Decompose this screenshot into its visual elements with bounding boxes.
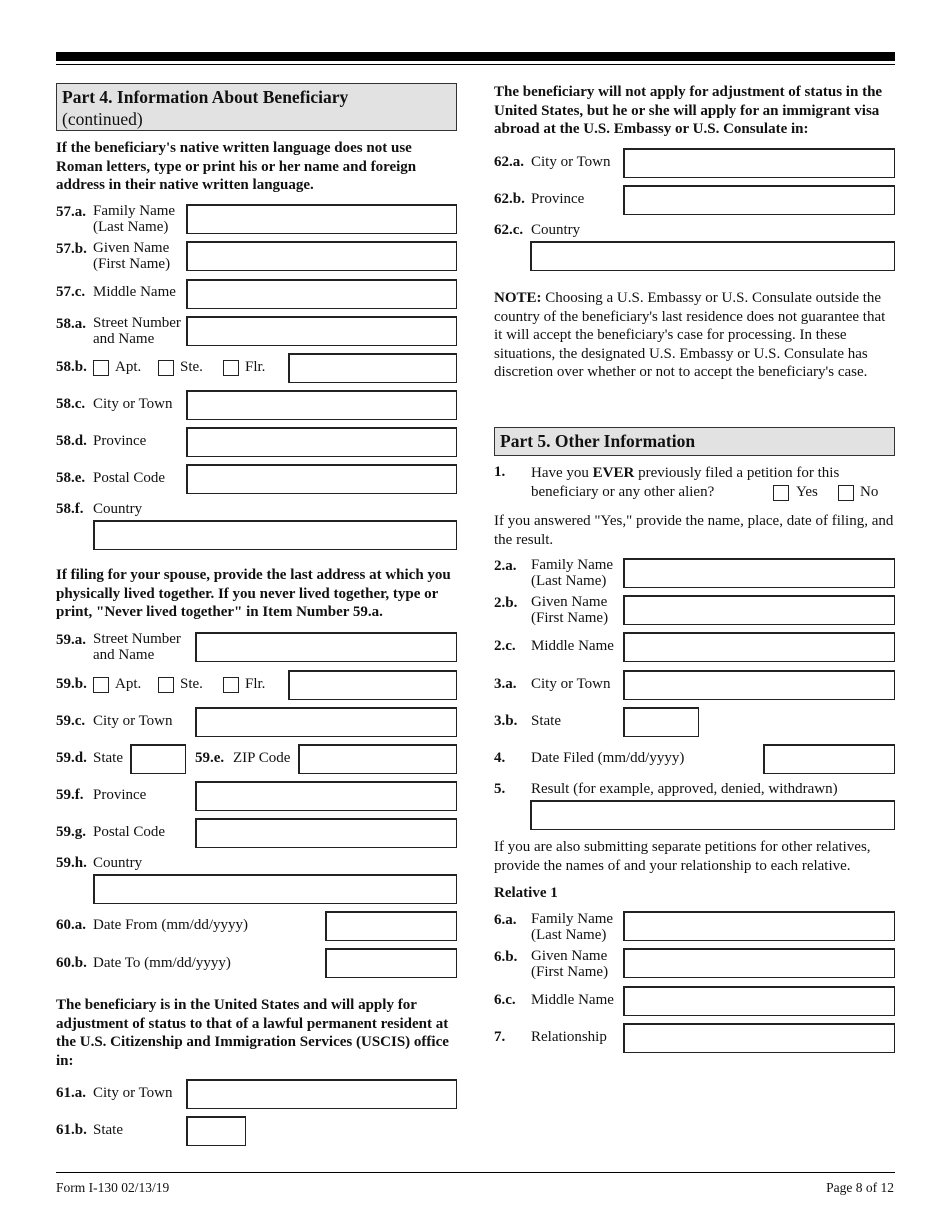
item-62c-label: Country — [531, 222, 581, 238]
family-name-field[interactable] — [186, 204, 457, 234]
item-58f-number: 58.f. — [56, 501, 84, 517]
relative-1-heading: Relative 1 — [494, 885, 558, 901]
country-field-59h[interactable] — [93, 874, 457, 904]
middle-name-field[interactable] — [186, 279, 457, 309]
flr-checkbox-59b[interactable] — [223, 677, 239, 693]
item-57c-number: 57.c. — [56, 284, 86, 300]
given-name-field[interactable] — [186, 241, 457, 271]
item-60a-number: 60.a. — [56, 917, 86, 933]
question-1-text: Have you EVER previously filed a petition for this beneficiary or any other alien? — [531, 465, 840, 500]
item-6a-label: Family Name (Last Name) — [531, 911, 614, 943]
postal-code-field-58e[interactable] — [186, 464, 457, 494]
item-5-number: 5. — [494, 781, 506, 797]
item-2c-label: Middle Name — [531, 638, 614, 654]
item-3a-label: City or Town — [531, 676, 611, 692]
no-checkbox[interactable] — [838, 485, 854, 501]
petition-state-field[interactable] — [623, 707, 699, 737]
item-7-number: 7. — [494, 1029, 506, 1045]
item-59a-label: Street Number and Name — [93, 631, 181, 663]
item-57b-label: Given Name (First Name) — [93, 240, 171, 272]
street-field-59a[interactable] — [195, 632, 457, 662]
spouse-address-instructions: If filing for your spouse, provide the last address at which you physically lived together. If you never lived together, type or print, "Never lived together" in Item Number 59.a. — [56, 567, 451, 620]
item-59g-number: 59.g. — [56, 824, 86, 840]
province-field-62b[interactable] — [623, 185, 895, 215]
item-58a-label: Street Number and Name — [93, 315, 181, 347]
top-rule-thin — [56, 64, 895, 65]
city-field-62a[interactable] — [623, 148, 895, 178]
yes-label: Yes — [796, 484, 818, 500]
ste-checkbox-59b[interactable] — [158, 677, 174, 693]
item-58d-number: 58.d. — [56, 433, 87, 449]
item-58e-label: Postal Code — [93, 470, 166, 486]
item-3b-number: 3.b. — [494, 713, 518, 729]
flr-label-59b: Flr. — [245, 676, 266, 692]
item-6b-number: 6.b. — [494, 949, 518, 965]
state-field-61b[interactable] — [186, 1116, 246, 1146]
country-field-62c[interactable] — [530, 241, 895, 271]
part5-header — [494, 427, 895, 456]
item-58a-number: 58.a. — [56, 316, 86, 332]
item-58f-label: Country — [93, 501, 143, 517]
unit-number-field-59b[interactable] — [288, 670, 457, 700]
result-field[interactable] — [530, 800, 895, 830]
item-62b-label: Province — [531, 191, 585, 207]
item-2c-number: 2.c. — [494, 638, 516, 654]
part5-title: Part 5. Other Information — [500, 431, 696, 451]
item-6c-label: Middle Name — [531, 992, 614, 1008]
item-58c-label: City or Town — [93, 396, 173, 412]
petition-city-field[interactable] — [623, 670, 895, 700]
date-to-field-60b[interactable] — [325, 948, 457, 978]
flr-checkbox-58b[interactable] — [223, 360, 239, 376]
relative-middle-name-field[interactable] — [623, 986, 895, 1016]
zip-code-field-59e[interactable] — [298, 744, 457, 774]
apt-checkbox-59b[interactable] — [93, 677, 109, 693]
state-field-59d[interactable] — [130, 744, 186, 774]
item-3a-number: 3.a. — [494, 676, 517, 692]
petition-middle-name-field[interactable] — [623, 632, 895, 662]
apt-label-58b: Apt. — [115, 359, 142, 375]
item-59f-number: 59.f. — [56, 787, 84, 803]
item-58e-number: 58.e. — [56, 470, 86, 486]
relative-family-name-field[interactable] — [623, 911, 895, 941]
no-label: No — [860, 484, 879, 500]
native-language-instructions: If the beneficiary's native written language does not use Roman letters, type or print his or her name and foreign address in their native written language. — [56, 140, 417, 193]
apt-label-59b: Apt. — [115, 676, 142, 692]
item-1-number: 1. — [494, 464, 506, 480]
top-rule — [56, 52, 895, 61]
item-4-label: Date Filed (mm/dd/yyyy) — [531, 750, 685, 766]
item-61b-number: 61.b. — [56, 1122, 87, 1138]
if-yes-instructions: If you answered "Yes," provide the name, place, date of filing, and the result. — [494, 513, 894, 548]
country-field-58f[interactable] — [93, 520, 457, 550]
item-57b-number: 57.b. — [56, 241, 87, 257]
item-61b-label: State — [93, 1122, 123, 1138]
apt-checkbox-58b[interactable] — [93, 360, 109, 376]
item-59h-number: 59.h. — [56, 855, 87, 871]
item-62a-number: 62.a. — [494, 154, 524, 170]
item-58d-label: Province — [93, 433, 147, 449]
item-7-label: Relationship — [531, 1029, 607, 1045]
item-61a-number: 61.a. — [56, 1085, 86, 1101]
item-2b-label: Given Name (First Name) — [531, 594, 609, 626]
other-relatives-instructions: If you are also submitting separate petitions for other relatives, provide the names of and your relationship to each relative. — [494, 839, 871, 874]
date-filed-field[interactable] — [763, 744, 895, 774]
postal-code-field-59g[interactable] — [195, 818, 457, 848]
item-60b-label: Date To (mm/dd/yyyy) — [93, 955, 231, 971]
item-58b-number: 58.b. — [56, 359, 87, 375]
consulate-note — [494, 289, 894, 382]
part4-subtitle: (continued) — [62, 109, 143, 129]
item-60a-label: Date From (mm/dd/yyyy) — [93, 917, 248, 933]
province-field-59f[interactable] — [195, 781, 457, 811]
uscis-office-instructions: The beneficiary is in the United States and will apply for adjustment of status to that of a lawful permanent resident at the U.S. Citizenship and Immigration Services (USCIS) office in: — [56, 997, 449, 1069]
item-6c-number: 6.c. — [494, 992, 516, 1008]
province-field-58d[interactable] — [186, 427, 457, 457]
item-58c-number: 58.c. — [56, 396, 86, 412]
item-59g-label: Postal Code — [93, 824, 166, 840]
item-6b-label: Given Name (First Name) — [531, 948, 609, 980]
item-61a-label: City or Town — [93, 1085, 173, 1101]
form-id: Form I-130 02/13/19 — [56, 1180, 170, 1195]
city-field-61a[interactable] — [186, 1079, 457, 1109]
item-62c-number: 62.c. — [494, 222, 524, 238]
unit-number-field-58b[interactable] — [288, 353, 457, 383]
item-59c-number: 59.c. — [56, 713, 86, 729]
item-59e-label: ZIP Code — [233, 750, 291, 766]
item-2a-number: 2.a. — [494, 558, 517, 574]
item-59b-number: 59.b. — [56, 676, 87, 692]
petition-given-name-field[interactable] — [623, 595, 895, 625]
date-from-field-60a[interactable] — [325, 911, 457, 941]
item-59d-label: State — [93, 750, 123, 766]
item-57a-number: 57.a. — [56, 204, 86, 220]
bottom-rule — [56, 1172, 895, 1173]
ste-label-59b: Ste. — [180, 676, 203, 692]
item-3b-label: State — [531, 713, 561, 729]
item-2b-number: 2.b. — [494, 595, 518, 611]
city-field-58c[interactable] — [186, 390, 457, 420]
item-62b-number: 62.b. — [494, 191, 525, 207]
relative-given-name-field[interactable] — [623, 948, 895, 978]
yes-checkbox[interactable] — [773, 485, 789, 501]
item-59e-number: 59.e. — [195, 750, 225, 766]
part4-title: Part 4. Information About Beneficiary — [62, 87, 349, 107]
petition-family-name-field[interactable] — [623, 558, 895, 588]
page-number: Page 8 of 12 — [826, 1180, 894, 1195]
item-59d-number: 59.d. — [56, 750, 87, 766]
item-5-label: Result (for example, approved, denied, withdrawn) — [531, 781, 838, 797]
item-59f-label: Province — [93, 787, 147, 803]
relationship-field[interactable] — [623, 1023, 895, 1053]
item-4-number: 4. — [494, 750, 506, 766]
item-6a-number: 6.a. — [494, 912, 517, 928]
street-field-58a[interactable] — [186, 316, 457, 346]
note-label: NOTE: — [494, 290, 542, 306]
item-59h-label: Country — [93, 855, 143, 871]
ste-checkbox-58b[interactable] — [158, 360, 174, 376]
item-60b-number: 60.b. — [56, 955, 87, 971]
item-59a-number: 59.a. — [56, 632, 86, 648]
ste-label-58b: Ste. — [180, 359, 203, 375]
item-57c-label: Middle Name — [93, 284, 176, 300]
item-57a-label: Family Name (Last Name) — [93, 203, 176, 235]
item-62a-label: City or Town — [531, 154, 611, 170]
item-2a-label: Family Name (Last Name) — [531, 557, 614, 589]
note-text: Choosing a U.S. Embassy or U.S. Consulate outside the country of the beneficiary's last residence does not guarantee that it will accept the beneficiary's case for processing. In these situations, the designated U.S. Embassy or U.S. Consulate has discretion over whether or not to accept the beneficiary's case. — [494, 290, 886, 380]
consulate-instructions: The beneficiary will not apply for adjustment of status in the United States, but he or she will apply for an immigrant visa abroad at the U.S. Embassy or U.S. Consulate in: — [494, 84, 883, 137]
part4-header — [56, 83, 457, 131]
city-field-59c[interactable] — [195, 707, 457, 737]
flr-label-58b: Flr. — [245, 359, 266, 375]
item-59c-label: City or Town — [93, 713, 173, 729]
